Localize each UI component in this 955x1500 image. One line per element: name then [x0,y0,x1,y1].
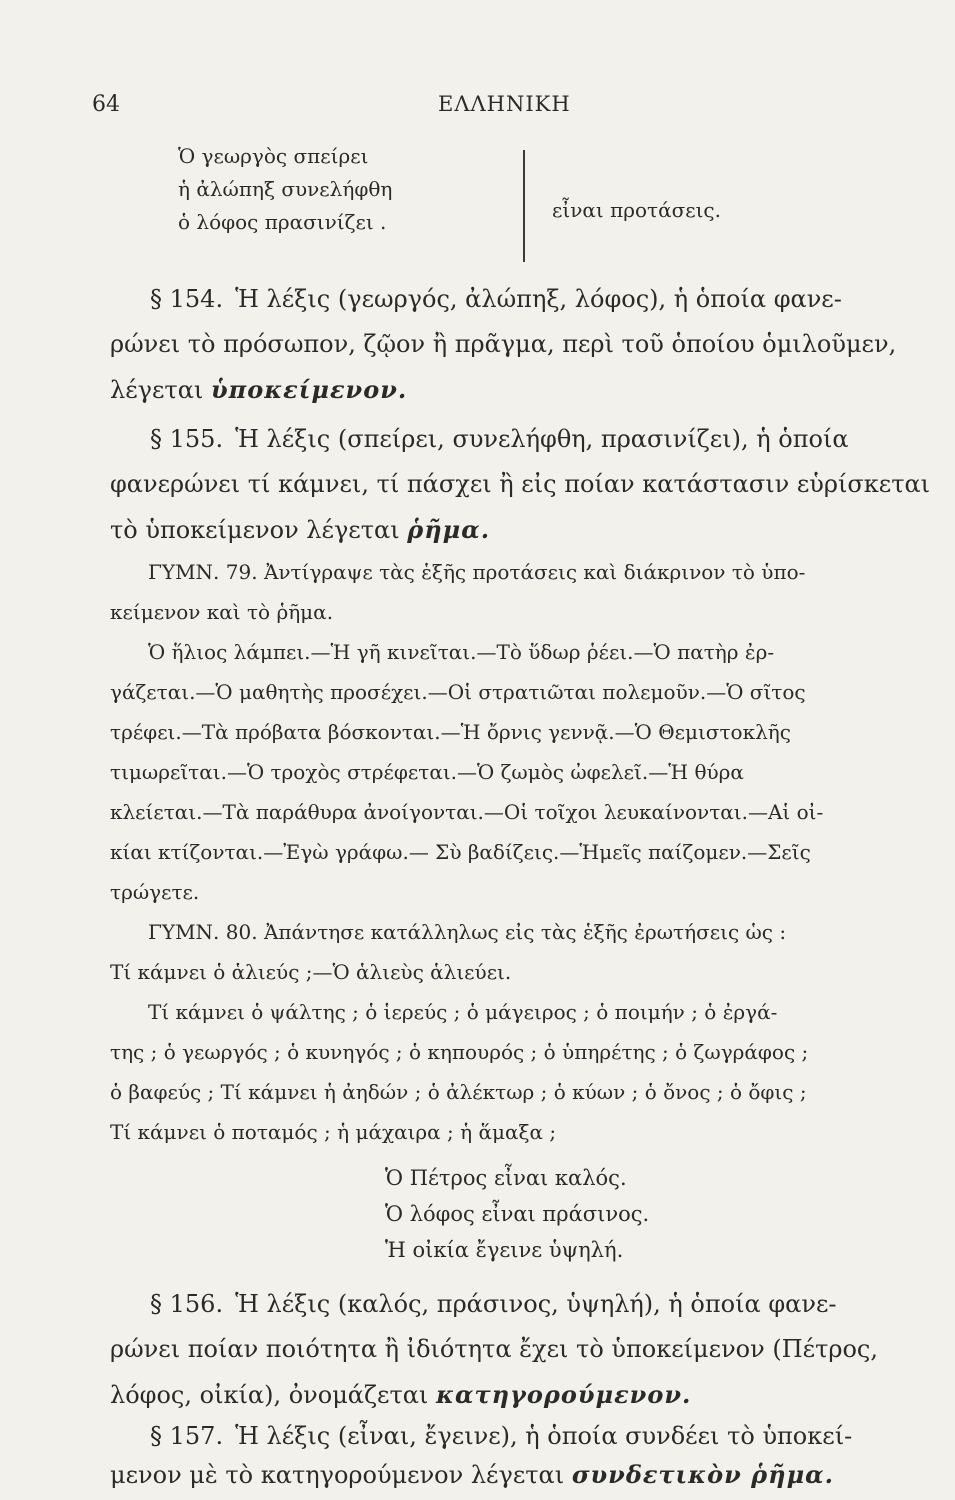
paragraph-154-line-2: ρώνει τὸ πρόσωπον, ζῷον ἢ πρᾶγμα, περὶ τοῦ ὁποίου ὁμιλοῦμεν, [110,330,897,358]
example-sentence: Ὁ γεωργὸς σπείρει [178,144,369,168]
exercise-79-line: ΓΥΜΝ. 79. Ἀντίγραψε τὰς ἑξῆς προτάσεις καὶ διάκρινον τὸ ὑπο- [148,560,806,584]
paragraph-156-line-3 [110,1380,691,1409]
example-sentence: Ὁ λόφος εἶναι πράσινος. [385,1202,650,1226]
paragraph-154-line-3 [110,375,407,404]
page-number: 64 [92,92,120,117]
exercise-80-line: Τί κάμνει ὁ ψάλτης ; ὁ ἱερεύς ; ὁ μάγειρος ; ὁ ποιμήν ; ὁ ἐργά- [148,1000,778,1024]
paragraph-text: λόφος, οἰκία), ὀνομάζεται [110,1381,429,1409]
section-mark: § 155. [150,425,224,453]
paragraph-text: μενον μὲ τὸ κατηγορούμενον λέγεται [110,1461,565,1489]
grouping-bar [523,150,525,262]
paragraph-156-line-1 [150,1290,836,1318]
paragraph-text: τὸ ὑποκείμενον λέγεται [110,516,400,544]
exercise-80-line: ΓΥΜΝ. 80. Ἀπάντησε κατάλληλως εἰς τὰς ἑξῆς ἐρωτήσεις ὡς : [148,920,787,944]
page-header [0,92,955,122]
exercise-80-line: Τί κάμνει ὁ ποταμός ; ἡ μάχαιρα ; ἡ ἅμαξα ; [110,1120,557,1144]
exercise-79-line: Ὁ ἥλιος λάμπει.—Ἡ γῆ κινεῖται.—Τὸ ὕδωρ ῥέει.—Ὁ πατὴρ ἐρ- [148,640,775,664]
paragraph-text: Ἡ λέξις (εἶναι, ἔγεινε), ἡ ὁποία συνδέει τὸ ὑποκεί- [235,1422,853,1450]
paragraph-text: λέγεται [110,376,204,404]
section-mark: § 157. [150,1422,224,1450]
exercise-79-line: κίαι κτίζονται.—Ἐγὼ γράφω.— Σὺ βαδίζεις.—Ἡμεῖς παίζομεν.—Σεῖς [110,840,811,864]
defined-term: ῥῆμα. [407,515,491,544]
paragraph-text: Ἡ λέξις (γεωργός, ἀλώπηξ, λόφος), ἡ ὁποία φανε- [235,285,842,313]
exercise-80-line: Τί κάμνει ὁ ἁλιεύς ;—Ὁ ἁλιεὺς ἁλιεύει. [110,960,512,984]
exercise-79-line: τιμωρεῖται.—Ὁ τροχὸς στρέφεται.—Ὁ ζωμὸς ὠφελεῖ.—Ἡ θύρα [110,760,744,784]
predicate-examples [385,1160,649,1268]
exercise-79-line: τρώγετε. [110,880,200,904]
exercise-79-line: κλείεται.—Τὰ παράθυρα ἀνοίγονται.—Οἱ τοῖχοι λευκαίνονται.—Αἱ οἰ- [110,800,824,824]
exercise-79-line: γάζεται.—Ὁ μαθητὴς προσέχει.—Οἱ στρατιῶται πολεμοῦν.—Ὁ σῖτος [110,680,806,704]
paragraph-155-line-2: φανερώνει τί κάμνει, τί πάσχει ἢ εἰς ποίαν κατάστασιν εὑρίσκεται [110,470,931,498]
example-sentence: ἡ ἀλώπηξ συνελήφθη [178,177,393,201]
defined-term: συνδετικὸν ῥῆμα. [571,1460,834,1489]
exercise-80-line: ὁ βαφεύς ; Τί κάμνει ἡ ἀηδών ; ὁ ἀλέκτωρ ; ὁ κύων ; ὁ ὄνος ; ὁ ὄφις ; [110,1080,807,1104]
defined-term: ὑποκείμενον. [210,375,408,404]
paragraph-157-line-1 [150,1422,852,1450]
exercise-79-line: τρέφει.—Τὰ πρόβατα βόσκονται.—Ἡ ὄρνις γεννᾷ.—Ὁ Θεμιστοκλῆς [110,720,791,744]
example-sentence: Ἡ οἰκία ἔγεινε ὑψηλή. [385,1238,624,1262]
paragraph-154-line-1 [150,285,842,313]
grouping-label: εἶναι προτάσεις. [552,198,721,222]
exercise-79-line: κείμενον καὶ τὸ ῥῆμα. [110,600,334,624]
section-mark: § 156. [150,1290,224,1318]
defined-term: κατηγορούμενον. [435,1380,692,1409]
example-sentence: ὁ λόφος πρασινίζει . [178,210,387,234]
running-title: ΕΛΛΗΝΙΚΗ [438,92,571,116]
paragraph-text: Ἡ λέξις (σπείρει, συνελήφθη, πρασινίζει), ἡ ὁποία [235,425,849,453]
exercise-80-line: της ; ὁ γεωργός ; ὁ κυνηγός ; ὁ κηπουρός ; ὁ ὑπηρέτης ; ὁ ζωγράφος ; [110,1040,809,1064]
paragraph-155-line-1 [150,425,849,453]
paragraph-157-line-2 [110,1460,834,1489]
paragraph-155-line-3 [110,515,490,544]
section-mark: § 154. [150,285,224,313]
example-sentence: Ὁ Πέτρος εἶναι καλός. [385,1166,627,1190]
paragraph-156-line-2: ρώνει ποίαν ποιότητα ἢ ἰδιότητα ἔχει τὸ ὑποκείμενον (Πέτρος, [110,1335,878,1363]
example-sentences-list [178,140,392,239]
paragraph-text: Ἡ λέξις (καλός, πράσινος, ὑψηλή), ἡ ὁποία φανε- [235,1290,837,1318]
